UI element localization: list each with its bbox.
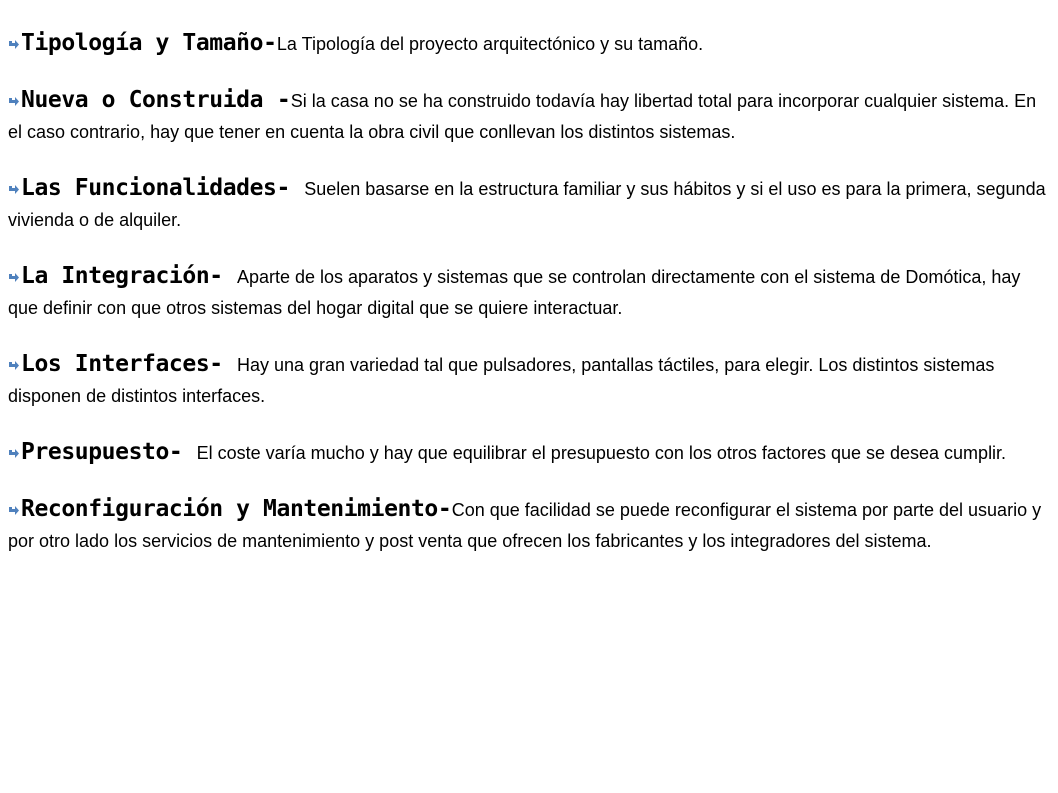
item-separator: - [263,30,277,56]
item-separator: - [437,496,452,522]
item-description: El coste varía mucho y hay que equilibrar el presupuesto con los otros factores que se desea cumplir. [196,443,1007,463]
item-term: La Integración [21,263,210,289]
bullet-item-tipologia [8,28,1048,60]
arrow-bullet-icon [8,96,20,108]
item-separator: - [263,87,291,113]
arrow-bullet-icon [8,448,20,460]
item-separator: - [276,175,305,201]
slide-content [8,28,1048,557]
item-description: Con que facilidad se puede reconfigurar el sistema por parte del usuario y por otro lado los servicios de mantenimiento y post venta que ofrecen los fabricantes y los integradores del sistema. [8,500,1042,551]
item-term: Reconfiguración y Mantenimiento [21,496,438,522]
item-term: Tipología y Tamaño [21,30,264,56]
item-description: Si la casa no se ha construido todavía hay libertad total para incorporar cualquier sistema. En el caso contrario, hay que tener en cuenta la obra civil que conllevan los distintos sistemas. [8,91,1037,142]
item-term: Los Interfaces [21,351,210,377]
bullet-item-interfaces [8,349,1048,412]
item-description: La Tipología del proyecto arquitectónico y su tamaño. [276,34,704,54]
item-term: Presupuesto [21,439,169,465]
bullet-item-funcionalidades [8,173,1048,236]
item-description: Hay una gran variedad tal que pulsadores, pantallas táctiles, para elegir. Los distintos sistemas disponen de distintos interfaces. [8,355,995,406]
arrow-bullet-icon [8,505,20,517]
item-separator: - [209,263,237,289]
arrow-bullet-icon [8,39,20,51]
arrow-bullet-icon [8,360,20,372]
arrow-bullet-icon [8,272,20,284]
arrow-bullet-icon [8,184,20,196]
bullet-item-reconfiguracion [8,494,1048,557]
bullet-item-presupuesto [8,437,1048,469]
bullet-item-integracion [8,261,1048,324]
item-description: Suelen basarse en la estructura familiar y sus hábitos y si el uso es para la primera, segunda vivienda o de alquiler. [8,179,1046,230]
item-term: Nueva o Construida [21,87,264,113]
item-term: Las Funcionalidades [21,175,277,201]
bullet-item-nueva-o-construida [8,85,1048,148]
item-separator: - [168,439,197,465]
item-description: Aparte de los aparatos y sistemas que se controlan directamente con el sistema de Domótica, hay que definir con que otros sistemas del hogar digital que se quiere interactuar. [8,267,1021,318]
item-separator: - [209,351,237,377]
